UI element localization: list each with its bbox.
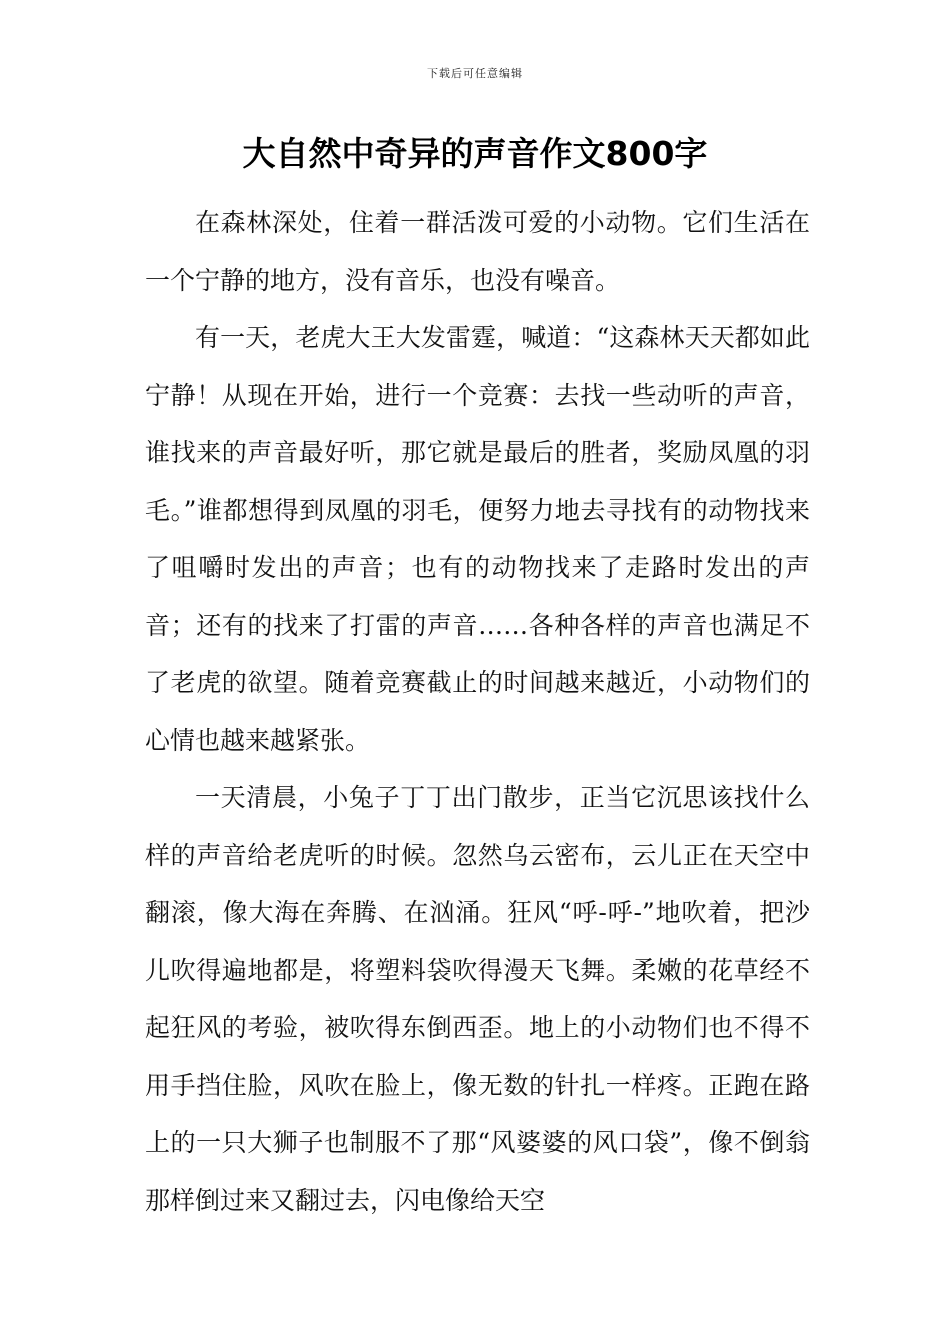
paragraph-2: 有一天，老虎大王大发雷霆，喊道：“这森林天天都如此宁静！从现在开始，进行一个竞赛：去找一些动听的声音，谁找来的声音最好听，那它就是最后的胜者，奖励凤凰的羽毛。”谁都想得到凤凰的羽毛，便努力地去寻找有的动物找来了咀嚼时发出的声音；也有的动物找来了走路时发出的声音；还有的找来了打雷的声音……各种各样的声音也满足不了老虎的欲望。随着竞赛截止的时间越来越近，小动物们的心情也越来越紧张。 xyxy=(145,323,810,755)
document-body xyxy=(145,194,810,1229)
header-note: 下载后可任意编辑 xyxy=(427,67,523,80)
paragraph-3: 一天清晨，小兔子丁丁出门散步，正当它沉思该找什么样的声音给老虎听的时候。忽然乌云密布，云儿正在天空中翻滚，像大海在奔腾、在汹涌。狂风“呼-呼-”地吹着，把沙儿吹得遍地都是，将塑料袋吹得漫天飞舞。柔嫩的花草经不起狂风的考验，被吹得东倒西歪。地上的小动物们也不得不用手挡住脸，风吹在脸上，像无数的针扎一样疼。正跑在路上的一只大狮子也制服不了那“风婆婆的风口袋”，像不倒翁那样倒过来又翻过去，闪电像给天空 xyxy=(145,783,810,1215)
document-title: 大自然中奇异的声音作文800字 xyxy=(242,134,708,173)
paragraph-1: 在森林深处，住着一群活泼可爱的小动物。它们生活在一个宁静的地方，没有音乐，也没有噪音。 xyxy=(145,208,810,295)
